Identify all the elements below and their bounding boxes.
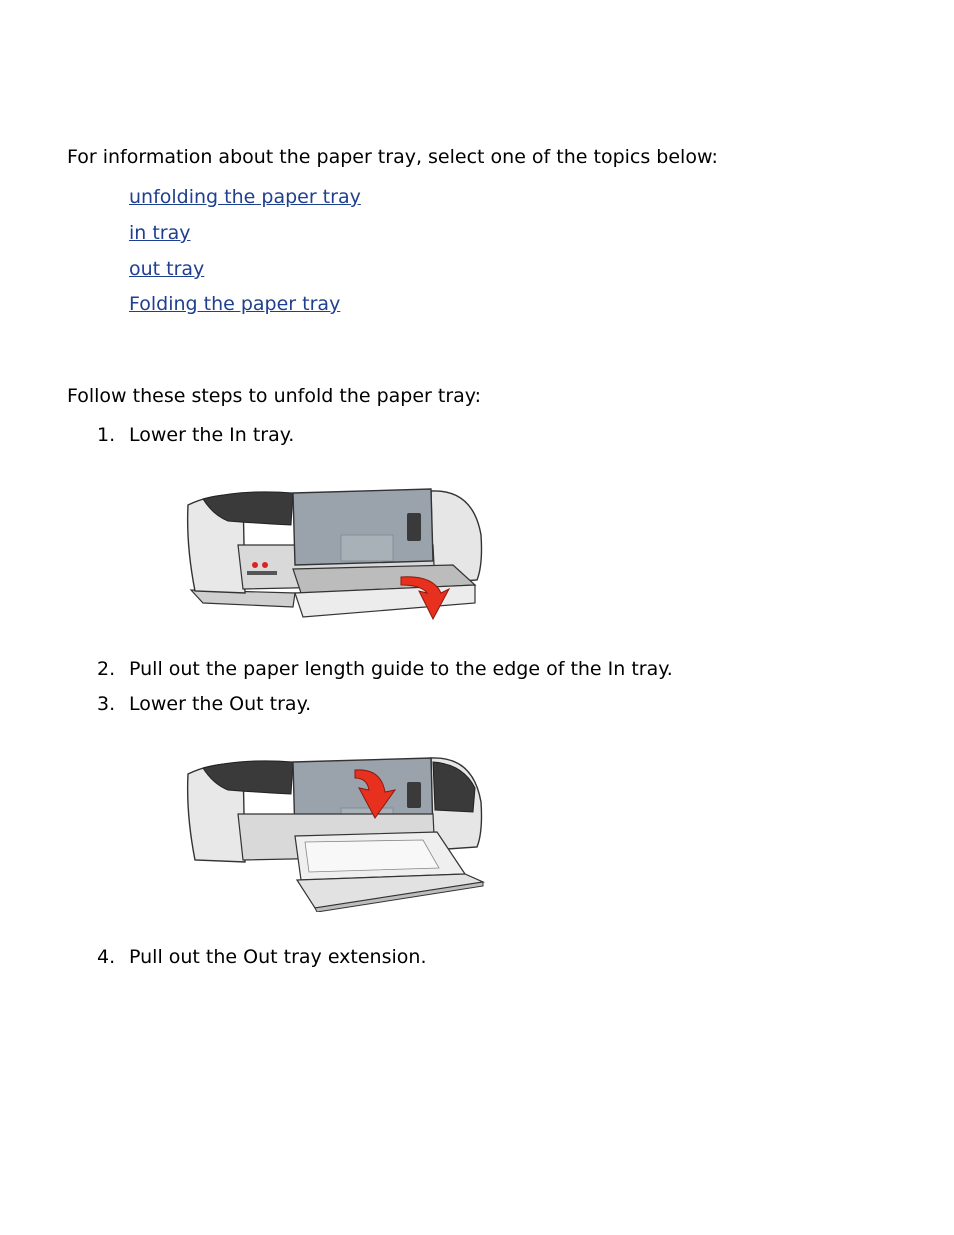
step-text: Lower the Out tray.	[129, 693, 312, 715]
step-text: Pull out the paper length guide to the edge of the In tray.	[129, 658, 673, 680]
step-text: Pull out the Out tray extension.	[129, 946, 427, 968]
step-number: 4.	[97, 946, 116, 968]
step-number: 1.	[97, 424, 116, 446]
link-out-tray[interactable]: out tray	[129, 258, 205, 280]
step-number: 3.	[97, 693, 116, 715]
link-folding-paper-tray[interactable]: Folding the paper tray	[129, 293, 341, 315]
step-number: 2.	[97, 658, 116, 680]
intro-text: For information about the paper tray, select one of the topics below:	[67, 146, 718, 168]
link-in-tray[interactable]: in tray	[129, 222, 191, 244]
step-text: Lower the In tray.	[129, 424, 295, 446]
printer-lower-out-tray-illustration	[183, 752, 487, 912]
section-intro-text: Follow these steps to unfold the paper tray:	[67, 385, 482, 407]
printer-lower-in-tray-illustration	[183, 485, 485, 625]
link-unfolding-paper-tray[interactable]: unfolding the paper tray	[129, 186, 361, 208]
